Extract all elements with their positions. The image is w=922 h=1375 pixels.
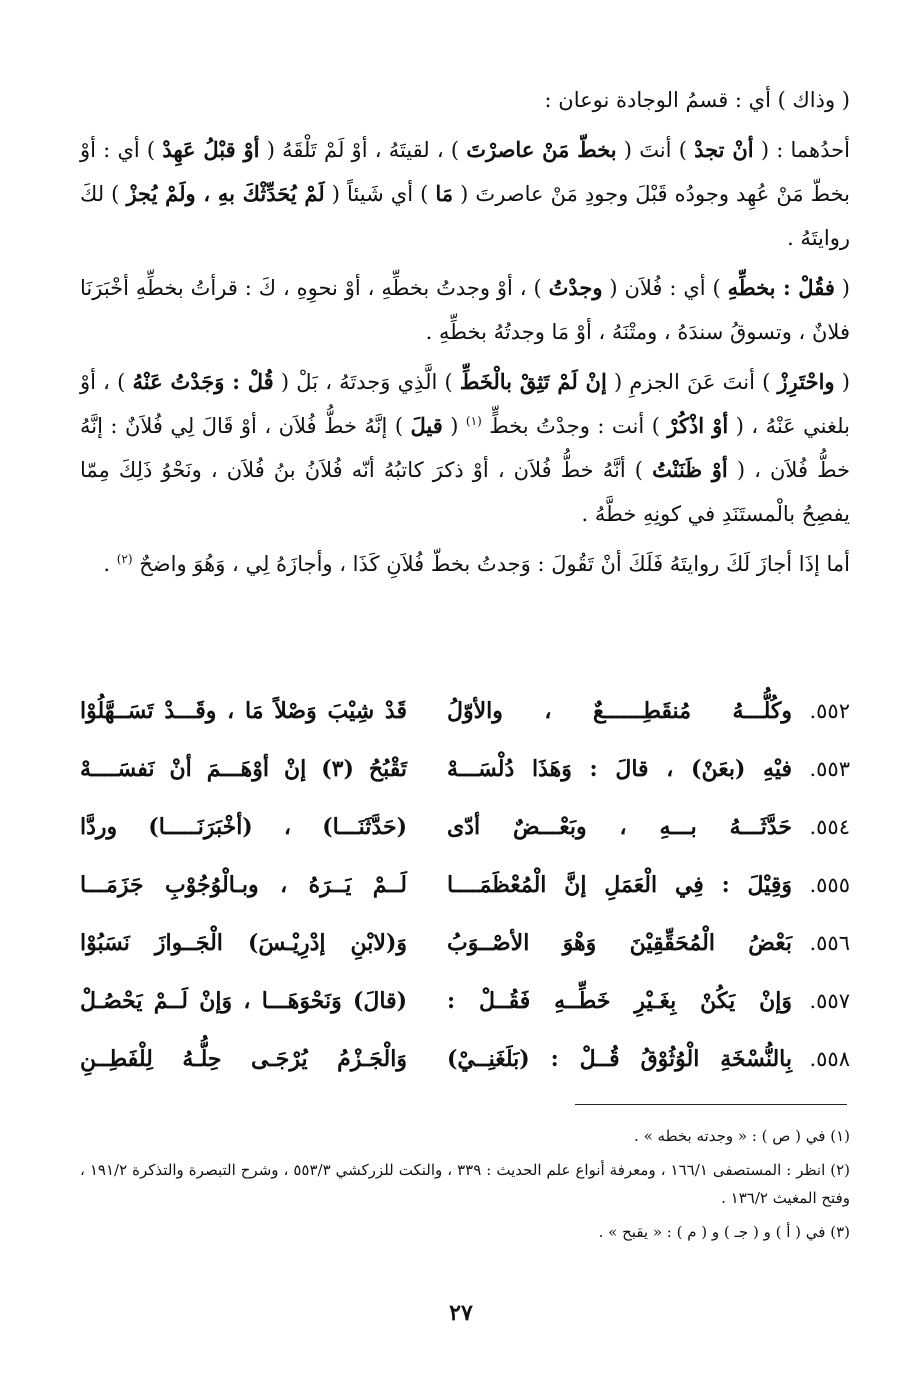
verse-row xyxy=(80,682,850,740)
verse-quote: قُلْ : وَجَدْتُ عَنْهُ xyxy=(132,369,274,394)
verse-quote: أوْ قبْلُ عَهِدْ xyxy=(162,137,260,162)
verse-second-hemistich: تَقْبُحُ (٣) إنْ أوْهَـــمَ أنْ نَفسَــــهْ xyxy=(80,756,407,782)
verse-quote: بخطّ مَنْ عاصرْتَ xyxy=(466,137,617,162)
verse-first-hemistich: وكُلُّـــهُ مُنقَطِــــــعٌ ، والأوّلُ xyxy=(447,698,792,724)
footnote-1: (١) في ( ص ) : « وجدته بخطه » . xyxy=(634,1127,850,1145)
verse-row xyxy=(80,798,850,856)
verse-row xyxy=(80,914,850,972)
paragraph-4-text: ) إنَّهُ خطُّ فُلاَن ، أوْ قَالَ لِي فُلاَنٌ : إنَّهُ خطُّ فُلاَن ، ( xyxy=(80,414,850,482)
verse-quote: مَا xyxy=(435,181,454,206)
commentary-text xyxy=(80,78,850,592)
verse-second-hemistich: (حَدَّثَنَـــا) ، (أخْبَرَنَـــــا) وردَّا xyxy=(80,814,407,840)
verse-row xyxy=(80,1030,850,1088)
footnote-ref[interactable]: (٢) xyxy=(116,552,133,566)
paragraph-2-text: ) أنتَ ( xyxy=(623,138,687,162)
verse-number: ٥٥٥. xyxy=(809,873,850,897)
verse-first-hemistich: حَدَّثَـــهُ بـــهِ ، وبَعْـــضٌ أدّى xyxy=(447,814,792,840)
footnotes xyxy=(80,1122,850,1252)
footnote-2: (٢) انظر : المستصفى ١٦٦/١ ، ومعرفة أنواع علم الحديث : ٣٣٩ ، والنكت للزركشي ٥٥٣/٣ ، وشرح التبصرة والتذكرة ١٩١/٢ ، وفتح المغيث ١٣٦/٢ . xyxy=(80,1161,851,1207)
verse-first-hemistich: بِالنُّسْخَةِ الْوُثُوْقُ قُــلْ : (بَلَغَنِــيْ) xyxy=(447,1046,792,1072)
footnote-ref[interactable]: (١) xyxy=(465,414,482,428)
verse-first-hemistich: وَإنْ يَكُنْ بِغَـيْرِ خَطِّــهِ فَقُــلْ : xyxy=(447,988,792,1014)
paragraph-4-text: ( xyxy=(450,414,459,438)
footnote-separator xyxy=(575,1104,847,1105)
verse-quote: قيلَ xyxy=(410,413,443,438)
verse-quote: فقُلْ : بخطِّهِ xyxy=(727,275,835,300)
paragraph-4-text: ) أنتَ عَنَ الجزمِ ( xyxy=(614,370,771,394)
verse-number: ٥٥٧. xyxy=(809,989,850,1013)
poem-verses xyxy=(80,682,850,1088)
paragraph-2 xyxy=(80,128,850,260)
paragraph-5 xyxy=(80,542,850,586)
verse-number: ٥٥٨. xyxy=(809,1047,850,1071)
verse-quote: لَمْ يُحَدِّثْكَ بهِ ، ولَمْ يُجزْ xyxy=(126,181,325,206)
paragraph-2-text: ) أي شَيئاً ( xyxy=(331,182,429,206)
verse-number: ٥٥٤. xyxy=(809,815,850,839)
verse-row xyxy=(80,972,850,1030)
verse-second-hemistich: (قالَ) وَنَحْوَهَـــا ، وَإنْ لَــمْ يَحْصُـلْ xyxy=(80,988,407,1014)
verse-quote: وجدْتُ xyxy=(548,275,603,300)
paragraph-4-text: ) الَّذِي وَجدتَهُ ، بَلْ ( xyxy=(280,370,453,394)
paragraph-2-text: ) أي : أوْ بخطّ مَنْ عُهِد وجودُه قَبْلَ وجودِ مَنْ عاصرتَ ( xyxy=(80,138,850,206)
paragraph-2-text: ) ، لقيتَهُ ، أوْ لَمْ تَلْقَهُ ( xyxy=(266,138,460,162)
paragraph-4-text: ) ، أوْ بلغني عَنْهُ ، ( xyxy=(80,370,850,438)
paragraph-3-text: ) أي : فُلاَن ( xyxy=(609,276,721,300)
paragraph-4-text: ) أنت : وجدْتُ بخطٍّ xyxy=(489,414,660,438)
verse-quote: أنْ تجدْ xyxy=(694,137,754,162)
verse-number: ٥٥٣. xyxy=(809,757,850,781)
paragraph-1-text: ( وذاك ) أي : قسمُ الوجادة نوعان : xyxy=(544,88,850,112)
verse-first-hemistich: وَقِيْلَ : فِي الْعَمَلِ إنَّ الْمُعْظَمَــــا xyxy=(447,872,792,898)
verse-quote: أوْ اذْكُرْ xyxy=(667,413,729,438)
verse-second-hemistich: لَــمْ يَــرَهُ ، وبـالْوُجُوْبِ جَزَمَـــا xyxy=(80,872,407,898)
verse-second-hemistich: قَدْ شِيْبَ وَصْلاً مَا ، وقَـــدْ تَسَــهَّلُوْا xyxy=(80,698,407,724)
paragraph-1 xyxy=(80,78,850,122)
paragraph-2-text: أحدُهما : ( xyxy=(760,138,850,162)
paragraph-4-text: ( xyxy=(841,370,850,394)
paragraph-3-text: ) ، أوْ وجدتُ بخطِّهِ ، أوْ نحوِهِ ، كَ : قرأتُ بخطِّهِ أخْبَرَنَا فلانٌ ، وتسوقُ سندَهُ ، ومتْنَهُ ، أوْ مَا وجدتُهُ بخطِّهِ . xyxy=(80,276,850,344)
page-number: ٢٧ xyxy=(449,1300,473,1326)
verse-first-hemistich: فيْهِ (بعَنْ) ، قالَ : وَهَذَا دُلْسَـــهْ xyxy=(447,756,792,782)
verse-quote: إنْ لَمْ تَثِقْ بالْخَطِّ xyxy=(459,369,607,394)
paragraph-3-text: ( xyxy=(841,276,850,300)
paragraph-5-text: أما إذَا أجازَ لَكَ روايتَهُ فَلَكَ أنْ تَقُولَ : وَجدتُ بخطّ فُلاَنِ كَذَا ، وأجازَهُ لِي ، وَهُوَ واضحٌ xyxy=(139,552,850,576)
verse-row xyxy=(80,856,850,914)
footnote-3: (٣) في ( أ ) و ( جـ ) و ( م ) : « يقبح » . xyxy=(598,1223,850,1241)
paragraph-5-text: . xyxy=(103,552,111,576)
paragraph-4 xyxy=(80,360,850,536)
verse-row xyxy=(80,740,850,798)
paragraph-2-text: ) لكَ روايتَهُ . xyxy=(80,182,850,250)
verse-number: ٥٥٦. xyxy=(809,931,850,955)
verse-second-hemistich: وَ(لابْنِ إدْرِيْـسَ) الْجَــوازَ نَسَبُوْا xyxy=(80,930,407,956)
verse-second-hemistich: وَالْجَـزْمُ يُرْجَـى حِلُّـهُ لِلْفَطِــنِ xyxy=(80,1046,407,1072)
verse-number: ٥٥٢. xyxy=(809,699,850,723)
paragraph-4-text: ) أنَّهُ خطُّ فُلاَن ، أوْ ذكرَ كاتبُهُ أنّه فُلاَنُ بنُ فُلاَن ، ونَحْوُ ذَلِكَ مِمّا يفصِحُ بالْمستَنَدِ في كونِهِ خطَّهُ . xyxy=(80,458,850,526)
verse-first-hemistich: بَعْضُ الْمُحَقِّقِيْنَ وَهْوَ الأصْــوَبُ xyxy=(447,930,792,956)
paragraph-3 xyxy=(80,266,850,354)
verse-quote: أوْ ظَنَنْتُ xyxy=(652,457,728,482)
verse-quote: واحْتَرِزْ xyxy=(777,369,835,394)
